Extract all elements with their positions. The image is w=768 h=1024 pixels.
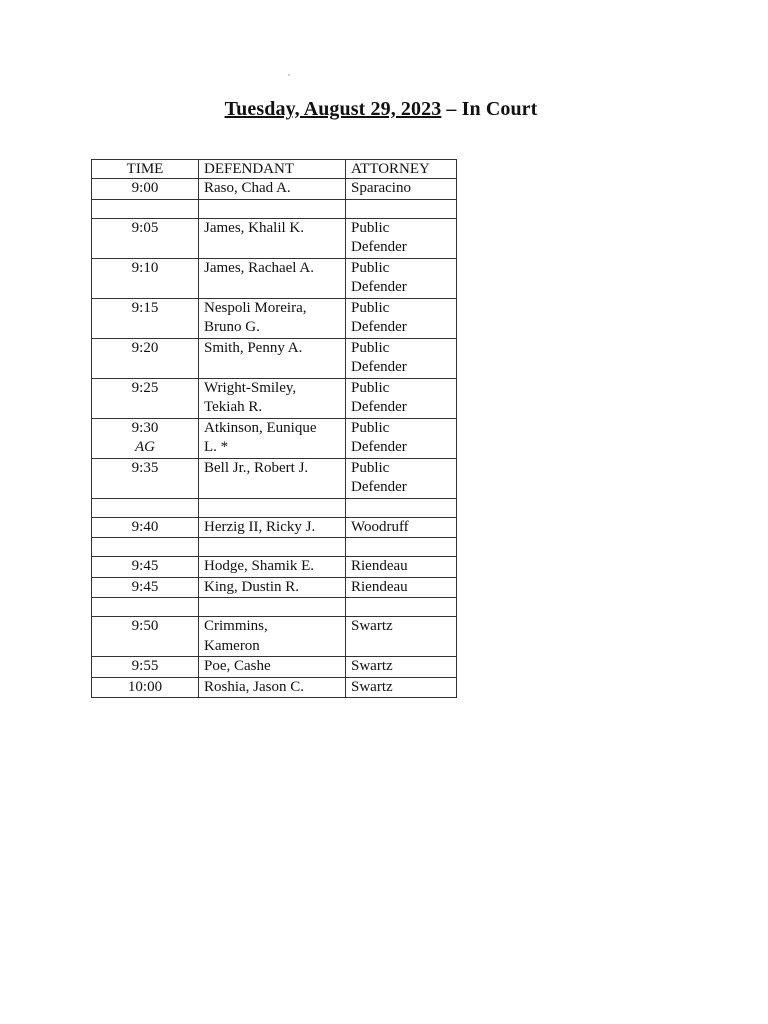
time-cell <box>92 378 199 418</box>
attorney-name: Public <box>351 419 390 436</box>
empty-cell <box>92 498 199 517</box>
defendant-name-cont: Kameron <box>204 637 260 654</box>
attorney-name: Public <box>351 219 390 236</box>
page-title <box>0 98 762 121</box>
time-value: 9:45 <box>131 578 159 595</box>
spacer-row <box>92 538 457 557</box>
defendant-name: Poe, Cashe <box>204 658 271 674</box>
time-value: 9:15 <box>131 299 159 316</box>
time-cell <box>92 657 199 678</box>
attorney-name-cont: Defender <box>351 279 407 295</box>
attorney-name-cont: Defender <box>351 399 407 415</box>
time-value: 9:45 <box>131 558 159 574</box>
defendant-cell <box>199 378 346 418</box>
time-cell <box>92 557 199 578</box>
attorney-name: Public <box>351 259 390 276</box>
attorney-cell <box>346 657 457 678</box>
defendant-name: James, Rachael A. <box>204 259 314 276</box>
time-cell <box>92 258 199 298</box>
attorney-name-cont: Defender <box>351 239 407 255</box>
defendant-name: James, Khalil K. <box>204 219 304 236</box>
table-row <box>92 258 457 298</box>
defendant-name: King, Dustin R. <box>204 578 300 595</box>
attorney-cell <box>346 458 457 498</box>
attorney-name: Public <box>351 299 390 316</box>
empty-cell <box>346 598 457 617</box>
defendant-name-cont: L. * <box>204 439 229 455</box>
attorney-name: Public <box>351 379 390 396</box>
time-cell <box>92 617 199 657</box>
time-value: 9:30 <box>131 419 159 436</box>
defendant-name: Hodge, Shamik E. <box>204 558 314 574</box>
time-value: 9:10 <box>131 259 159 276</box>
scan-speck <box>288 74 290 76</box>
time-value: 10:00 <box>127 678 163 695</box>
time-cell <box>92 338 199 378</box>
defendant-name: Atkinson, Eunique <box>204 419 317 436</box>
table-row <box>92 557 457 578</box>
time-value: 9:05 <box>131 219 159 236</box>
empty-cell <box>92 598 199 617</box>
attorney-name: Swartz <box>351 618 393 634</box>
empty-cell <box>346 199 457 218</box>
defendant-cell <box>199 338 346 378</box>
attorney-cell <box>346 557 457 578</box>
attorney-cell <box>346 378 457 418</box>
defendant-cell <box>199 298 346 338</box>
attorney-cell <box>346 617 457 657</box>
attorney-cell <box>346 418 457 458</box>
time-value: 9:20 <box>131 339 159 356</box>
time-value: 9:00 <box>131 180 159 196</box>
defendant-cell <box>199 418 346 458</box>
empty-cell <box>346 538 457 557</box>
spacer-row <box>92 199 457 218</box>
table-body <box>92 179 457 698</box>
attorney-cell <box>346 179 457 200</box>
defendant-name-cont: Tekiah R. <box>204 399 263 415</box>
table-row <box>92 418 457 458</box>
defendant-name: Nespoli Moreira, <box>204 299 307 316</box>
empty-cell <box>199 598 346 617</box>
attorney-cell <box>346 517 457 538</box>
attorney-name: Riendeau <box>351 558 408 574</box>
attorney-name-cont: Defender <box>351 359 407 375</box>
defendant-cell <box>199 517 346 538</box>
attorney-name: Swartz <box>351 678 393 695</box>
attorney-name: Public <box>351 459 390 476</box>
time-value: 9:40 <box>131 518 159 535</box>
defendant-cell <box>199 577 346 598</box>
time-tag: AG <box>135 439 155 455</box>
attorney-cell <box>346 218 457 258</box>
defendant-name: Roshia, Jason C. <box>204 678 305 695</box>
attorney-name: Public <box>351 339 390 356</box>
attorney-name-cont: Defender <box>351 479 407 495</box>
header-defendant: DEFENDANT <box>199 160 346 179</box>
attorney-cell <box>346 338 457 378</box>
table-row <box>92 338 457 378</box>
time-cell <box>92 418 199 458</box>
table-row <box>92 378 457 418</box>
table-row <box>92 657 457 678</box>
defendant-name-cont: Bruno G. <box>204 319 260 335</box>
empty-cell <box>199 538 346 557</box>
empty-cell <box>92 199 199 218</box>
defendant-cell <box>199 557 346 578</box>
time-value: 9:50 <box>131 618 159 634</box>
table-row <box>92 517 457 538</box>
table-row <box>92 617 457 657</box>
empty-cell <box>199 498 346 517</box>
defendant-name: Raso, Chad A. <box>204 180 291 196</box>
court-schedule-table <box>91 159 457 698</box>
attorney-name-cont: Defender <box>351 319 407 335</box>
attorney-cell <box>346 298 457 338</box>
table-row <box>92 458 457 498</box>
time-cell <box>92 517 199 538</box>
time-cell <box>92 677 199 698</box>
time-cell <box>92 298 199 338</box>
spacer-row <box>92 498 457 517</box>
attorney-name: Sparacino <box>351 180 411 196</box>
attorney-name: Woodruff <box>351 518 409 535</box>
defendant-cell <box>199 179 346 200</box>
table-row <box>92 218 457 258</box>
table-row <box>92 577 457 598</box>
attorney-cell <box>346 577 457 598</box>
attorney-name: Swartz <box>351 658 393 674</box>
defendant-cell <box>199 617 346 657</box>
defendant-cell <box>199 458 346 498</box>
defendant-name: Bell Jr., Robert J. <box>204 459 309 476</box>
defendant-cell <box>199 677 346 698</box>
spacer-row <box>92 598 457 617</box>
attorney-name-cont: Defender <box>351 439 407 455</box>
defendant-name: Crimmins, <box>204 618 268 634</box>
time-cell <box>92 218 199 258</box>
attorney-cell <box>346 677 457 698</box>
table-header-row <box>92 160 457 179</box>
defendant-cell <box>199 258 346 298</box>
header-attorney: ATTORNEY <box>346 160 457 179</box>
table-row <box>92 179 457 200</box>
defendant-cell <box>199 657 346 678</box>
time-cell <box>92 458 199 498</box>
defendant-name: Wright-Smiley, <box>204 379 297 396</box>
table-row <box>92 677 457 698</box>
header-time: TIME <box>92 160 199 179</box>
attorney-cell <box>346 258 457 298</box>
title-date: Tuesday, August 29, 2023 <box>224 98 442 120</box>
time-value: 9:35 <box>131 459 159 476</box>
title-suffix: – In Court <box>441 98 538 120</box>
empty-cell <box>199 199 346 218</box>
time-cell <box>92 577 199 598</box>
time-cell <box>92 179 199 200</box>
defendant-name: Herzig II, Ricky J. <box>204 518 316 535</box>
time-value: 9:25 <box>131 379 159 396</box>
defendant-cell <box>199 218 346 258</box>
defendant-name: Smith, Penny A. <box>204 339 303 356</box>
time-value: 9:55 <box>131 658 159 674</box>
table-row <box>92 298 457 338</box>
attorney-name: Riendeau <box>351 578 408 595</box>
empty-cell <box>346 498 457 517</box>
empty-cell <box>92 538 199 557</box>
